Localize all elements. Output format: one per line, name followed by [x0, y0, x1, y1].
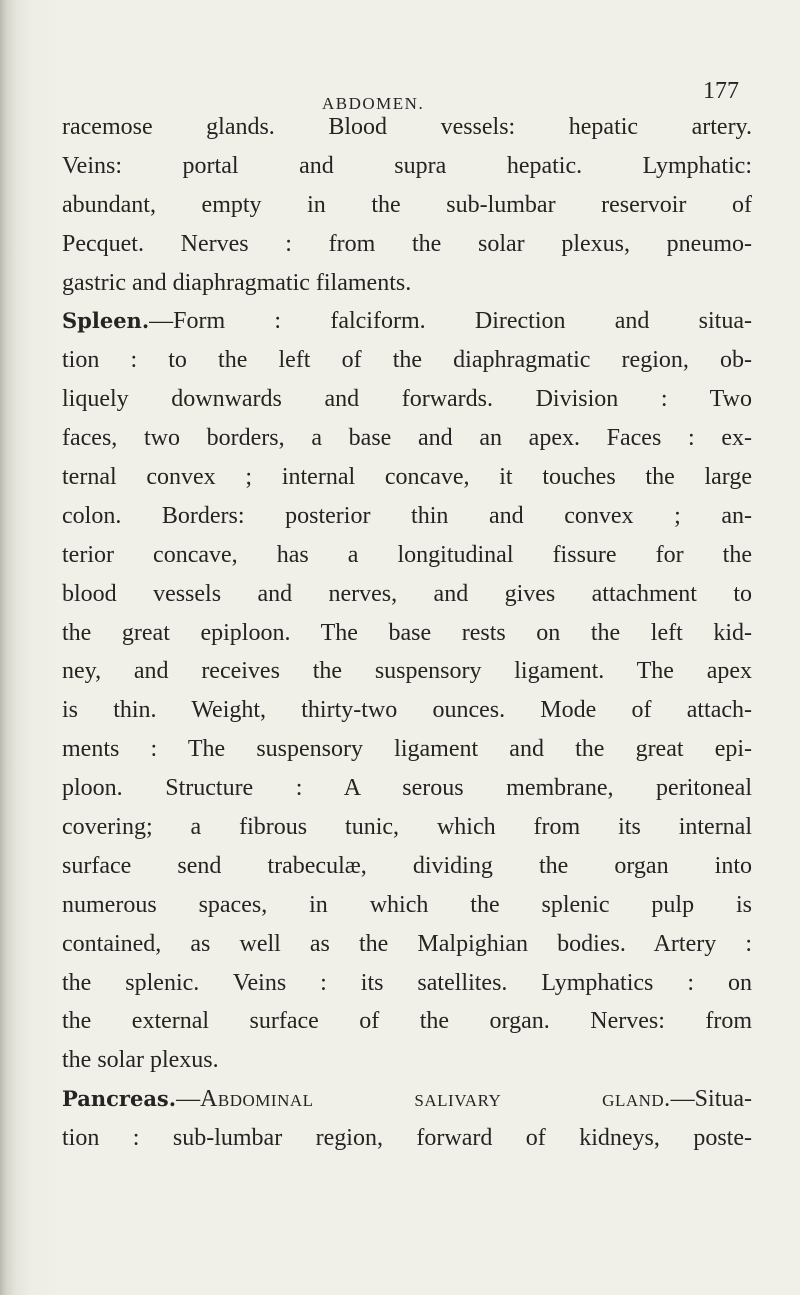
- text-line: the solar plexus.: [62, 1047, 219, 1074]
- text-line: abundant, empty in the sub-lumbar reservoir of: [62, 191, 752, 218]
- running-head: ABDOMEN.: [322, 94, 425, 113]
- text-line: Veins: portal and supra hepatic. Lymphatic:: [62, 152, 752, 179]
- text-line: faces, two borders, a base and an apex. Faces : ex-: [62, 425, 752, 452]
- text-line: tion : to the left of the diaphragmatic region, ob-: [62, 347, 752, 374]
- text-line: colon. Borders: posterior thin and convex ; an-: [62, 502, 752, 529]
- text-line: ney, and receives the suspensory ligament. The apex: [62, 658, 752, 685]
- text-line: blood vessels and nerves, and gives attachment to: [62, 580, 752, 607]
- pancreas-heading: Pancreas.: [62, 1086, 177, 1112]
- text-line: is thin. Weight, thirty-two ounces. Mode of attach-: [62, 697, 752, 724]
- pancreas-section-line: [62, 1080, 752, 1119]
- text-line: racemose glands. Blood vessels: hepatic artery.: [62, 114, 752, 140]
- text-line: the external surface of the organ. Nerves: from: [62, 1008, 752, 1035]
- text-line: contained, as well as the Malpighian bodies. Artery :: [62, 930, 752, 957]
- pancreas-intro-text: —Situa-: [670, 1086, 752, 1113]
- page-number: 177: [703, 78, 739, 104]
- text-line: Pecquet. Nerves : from the solar plexus, pneumo-: [62, 230, 752, 257]
- spleen-section-line: [62, 302, 752, 341]
- text-line: gastric and diaphragmatic filaments.: [62, 269, 412, 296]
- text-line: tion : sub-lumbar region, forward of kidneys, poste-: [62, 1125, 752, 1152]
- body-text: [62, 108, 752, 1158]
- text-line: ploon. Structure : A serous membrane, peritoneal: [62, 775, 752, 802]
- pancreas-subtitle: Abdominal salivary gland.: [200, 1086, 671, 1113]
- text-line: covering; a fibrous tunic, which from its internal: [62, 814, 752, 841]
- text-line: ternal convex ; internal concave, it touches the large: [62, 464, 752, 491]
- text-line: ments : The suspensory ligament and the great epi-: [62, 736, 752, 763]
- text-line: surface send trabeculæ, dividing the organ into: [62, 852, 752, 879]
- text-line: liquely downwards and forwards. Division : Two: [62, 386, 752, 413]
- spleen-intro-text: —Form : falciform. Direction and situa-: [149, 308, 752, 335]
- text-line: numerous spaces, in which the splenic pulp is: [62, 891, 752, 918]
- text-line: the splenic. Veins : its satellites. Lymphatics : on: [62, 969, 752, 996]
- text-line: the great epiploon. The base rests on the left kid-: [62, 619, 752, 646]
- spleen-heading: Spleen.: [62, 308, 150, 334]
- text-line: terior concave, has a longitudinal fissure for the: [62, 541, 752, 568]
- pancreas-dash: —: [176, 1086, 201, 1113]
